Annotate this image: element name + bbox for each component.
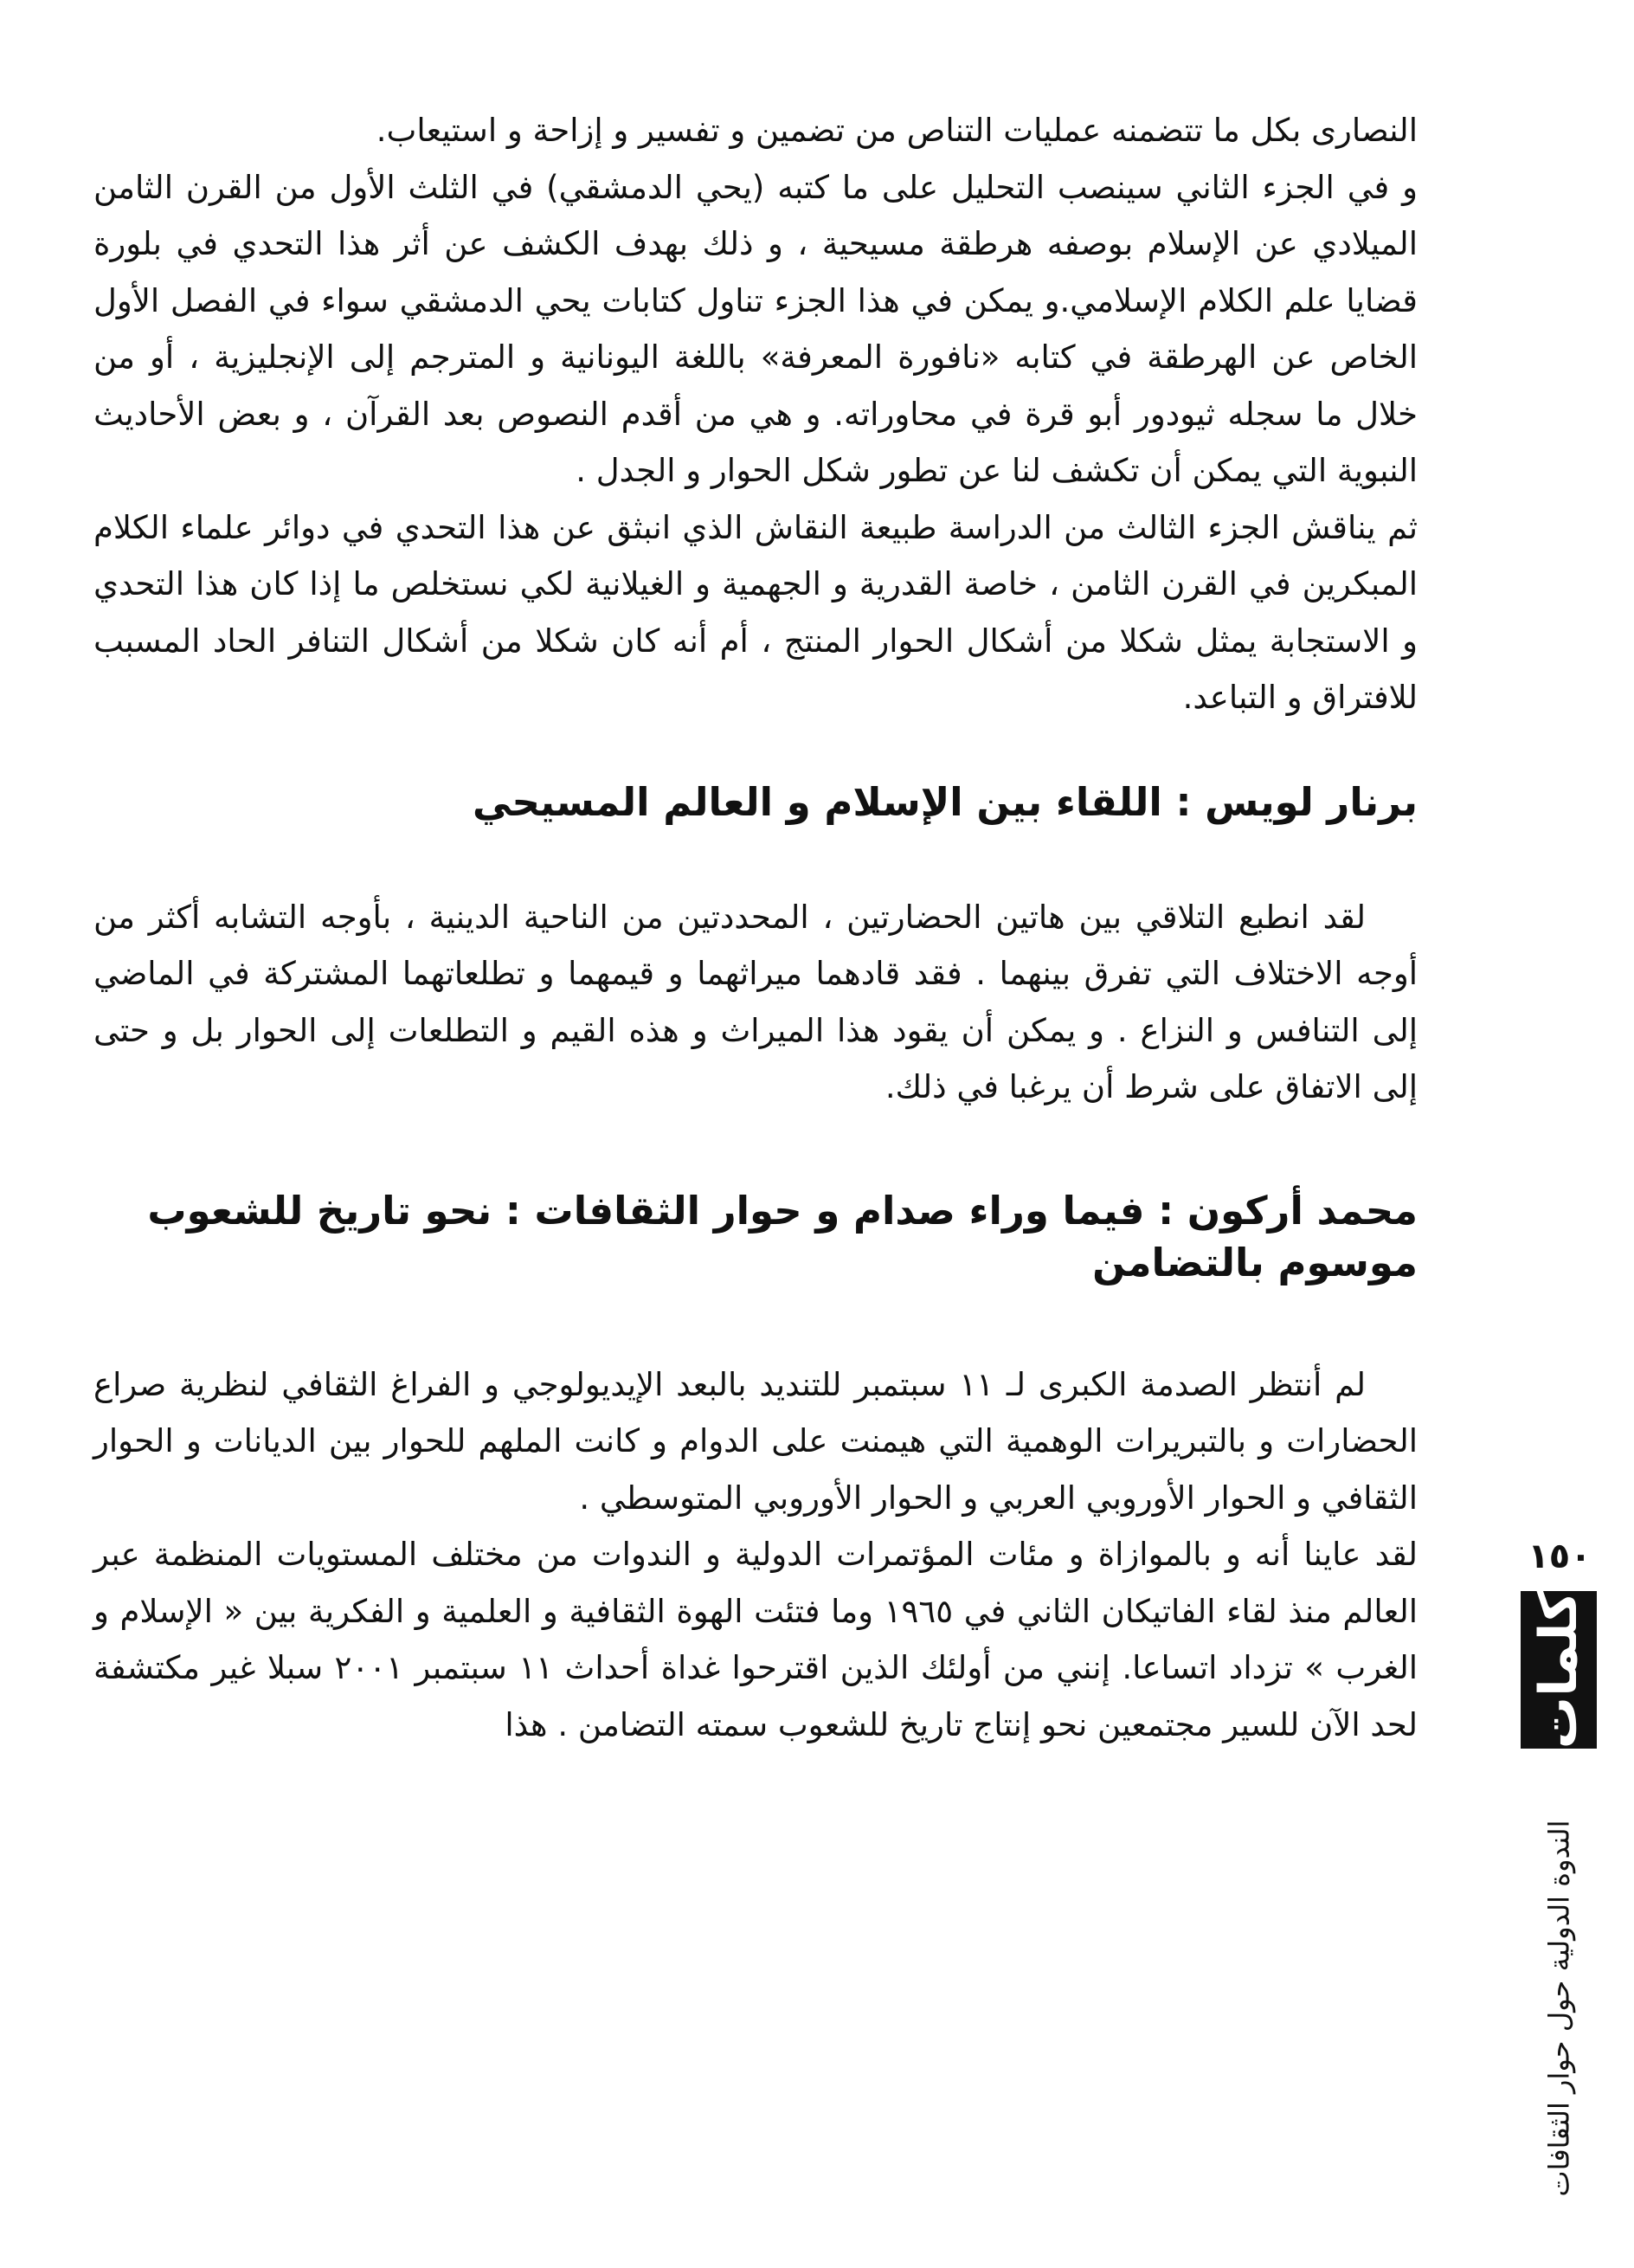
intro-paragraph-3: ثم يناقش الجزء الثالث من الدراسة طبيعة النقاش الذي انبثق عن هذا التحدي في دوائر علماء الكلام المبكرين في القرن الثامن ، خاصة القدرية و الجهمية و الغيلانية لكي نستخلص ما إذا كان هذا التحدي و الاستجابة يمثل شكلا من أشكال الحوار المنتج ، أم أنه كان شكلا من أشكال التنافر الحاد المسبب للافتراق و التباعد. xyxy=(93,508,1418,716)
arkoun-paragraph-1: لم أنتظر الصدمة الكبرى لـ ١١ سبتمبر للتنديد بالبعد الإيديولوجي و الفراغ الثقافي لنظرية صراع الحضارات و بالتبريرات الوهمية التي هيمنت على الدوام و كانت الملهم للحوار بين الديانات و الحوار الثقافي و الحوار الأوروبي العربي و الحوار الأوروبي المتوسطي . xyxy=(93,1365,1418,1517)
intro-paragraph-2: و في الجزء الثاني سينصب التحليل على ما كتبه (يحي الدمشقي) في الثلث الأول من القرن الثامن الميلادي عن الإسلام بوصفه هرطقة مسيحية ، و ذلك بهدف الكشف عن أثر هذا التحدي في بلورة قضايا علم الكلام الإسلامي.و يمكن في هذا الجزء تناول كتابات يحي الدمشقي سواء في الفصل الأول الخاص عن الهرطقة في كتابه «نافورة المعرفة» باللغة اليونانية و المترجم إلى الإنجليزية ، أو من خلال ما سجله ثيودور أبو قرة في محاوراته. و هي من أقدم النصوص بعد القرآن ، و بعض الأحاديث النبوية التي يمكن أن تكشف لنا عن تطور شكل الحوار و الجدل . xyxy=(93,168,1418,489)
brand-badge xyxy=(1521,1591,1597,1749)
section-heading-arkoun: محمد أركون : فيما وراء صدام و حوار الثقافات : نحو تاريخ للشعوب موسوم بالتضامن xyxy=(147,1187,1418,1285)
running-title: الندوة الدولية حول حوار الثقافات xyxy=(1542,1820,1576,2197)
page-number: ١٥٠ xyxy=(1528,1537,1592,1576)
intro-paragraph-1: النصارى بكل ما تتضمنه عمليات التناص من تضمين و تفسير و إزاحة و استيعاب. xyxy=(376,112,1418,149)
brand-logo-text: كلمات xyxy=(1528,1590,1589,1749)
running-title-container xyxy=(1525,1766,1594,2251)
section-heading-lewis: برنار لويس : اللقاء بين الإسلام و العالم المسيحي xyxy=(473,778,1418,825)
arkoun-paragraph-2: لقد عاينا أنه و بالموازاة و مئات المؤتمرات الدولية و الندوات من مختلف المستويات المنظمة عبر العالم منذ لقاء الفاتيكان الثاني في ١٩٦٥ وما فتئت الهوة الثقافية و العلمية و الفكرية بين « الإسلام و الغرب » تزداد اتساعا. إنني من أولئك الذين اقترحوا غداة أحداث ١١ سبتمبر ٢٠٠١ سبلا غير مكتشفة لحد الآن للسير مجتمعين نحو إنتاج تاريخ للشعوب سمته التضامن . هذا xyxy=(93,1536,1418,1743)
main-text-column xyxy=(93,102,1418,1753)
lewis-paragraph-1: لقد انطبع التلاقي بين هاتين الحضارتين ، المحددتين من الناحية الدينية ، بأوجه التشابه أكثر من أوجه الاختلاف التي تفرق بينهما . فقد قادهما ميراثهما و قيمهما و تطلعاتهما المشتركة في الماضي إلى التنافس و النزاع . و يمكن أن يقود هذا الميراث و هذه القيم و التطلعات إلى الحوار بل و حتى إلى الاتفاق على شرط أن يرغبا في ذلك. xyxy=(93,898,1418,1105)
